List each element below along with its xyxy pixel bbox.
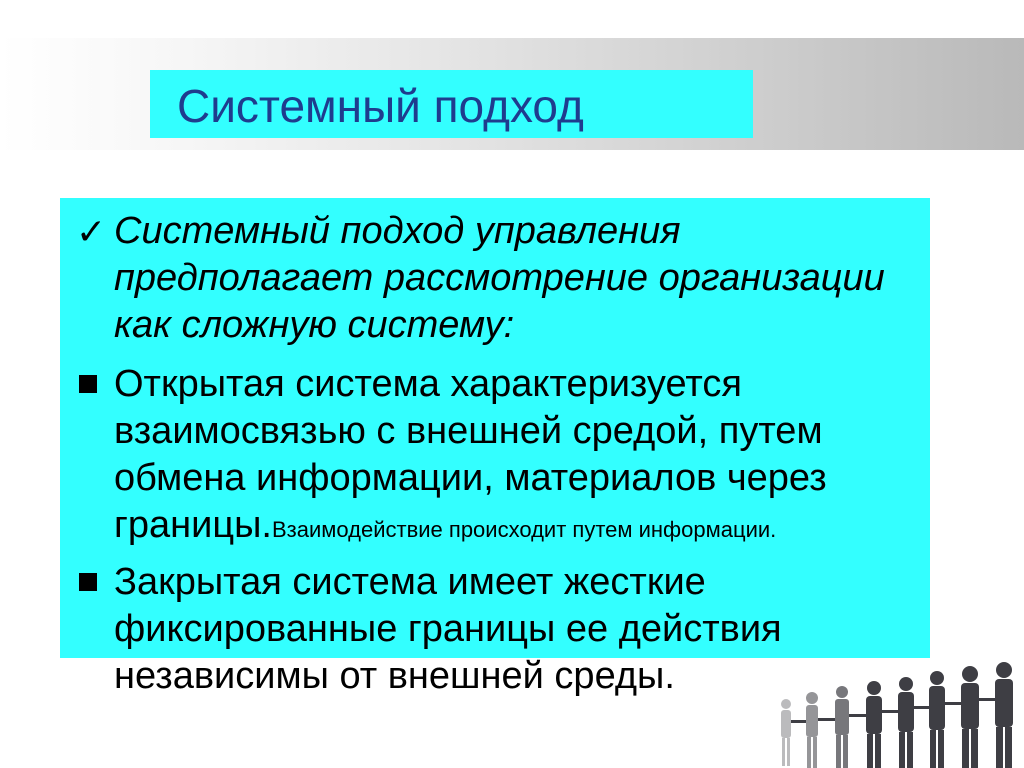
slide-title: Системный подход (177, 80, 584, 132)
bullet-item-systemic-approach (76, 208, 946, 349)
bullet-list (76, 208, 946, 700)
bullet-text: Закрытая система имеет жесткие фиксированные границы ее действия независимы от внешней среды. (114, 561, 782, 697)
bullet-item-open-system (76, 361, 946, 549)
bullet-item-closed-system (76, 559, 946, 700)
bullet-text: Системный подход управления предполагает рассмотрение организации как сложную систему: (114, 210, 885, 346)
bullet-text: Открытая система характеризуется взаимосвязью с внешней средой, путем обмена информации, материалов через границы. (114, 363, 827, 546)
checkmark-icon: ✓ (76, 212, 107, 253)
bullet-note: Взаимодействие происходит путем информации. (271, 517, 777, 542)
